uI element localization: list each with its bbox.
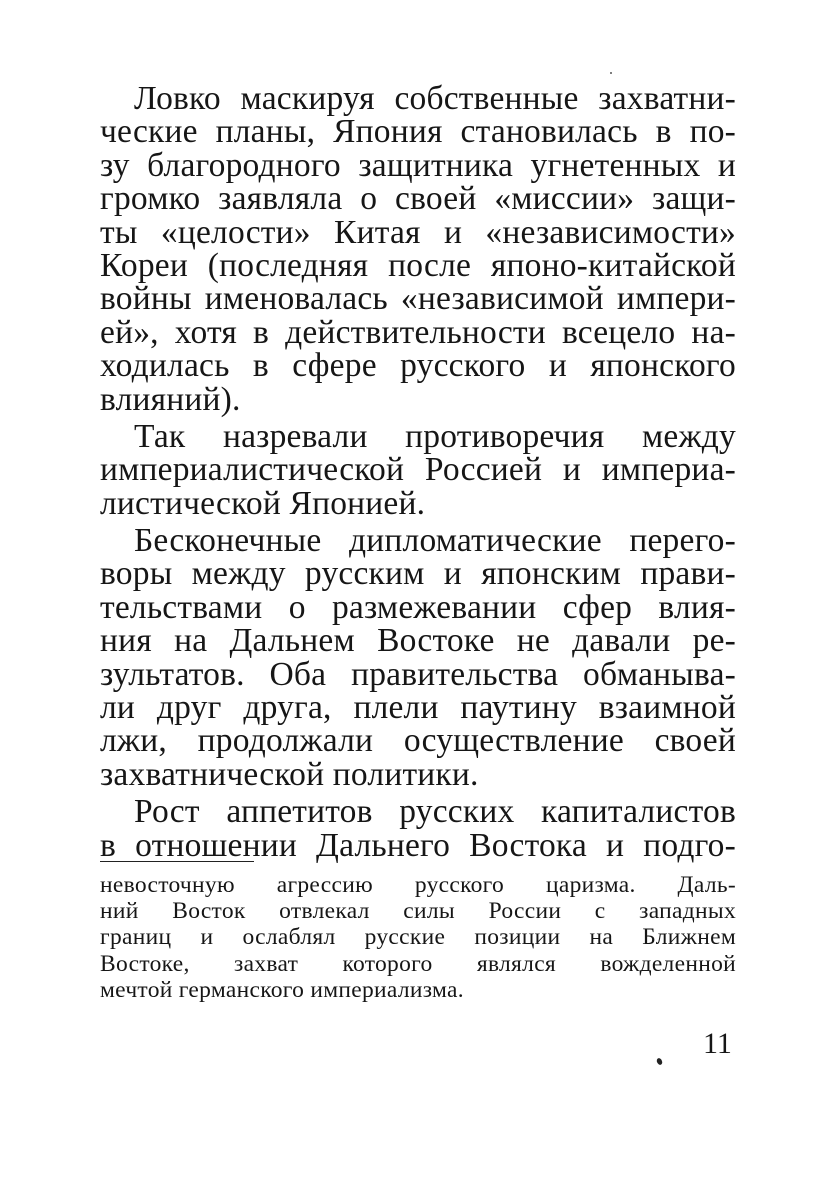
text-line: войны именовалась «независимой импери- xyxy=(100,280,736,318)
text-line: ты «целости» Китая и «независимости» xyxy=(100,213,736,251)
text-line: Бесконечные дипломатические перего- xyxy=(134,522,736,560)
footnote-line: Востоке, захват которого являлся вожделенной xyxy=(100,950,736,977)
text-line: воры между русским и японским прави- xyxy=(100,555,736,593)
paragraph-2 xyxy=(100,417,736,522)
footnote-line: невосточную агрессию русского царизма. Даль- xyxy=(100,872,736,898)
text-line: в отношении Дальнего Востока и подго- xyxy=(100,826,736,864)
text-line: империалистической Россией и империа- xyxy=(100,451,736,489)
text-line: захватнической политики. xyxy=(100,755,479,793)
text-line: Так назревали противоречия между xyxy=(134,417,736,455)
footnote-line: границ и ослаблял русские позиции на Ближнем xyxy=(100,924,736,951)
footnote xyxy=(100,872,736,1003)
scan-speck xyxy=(610,72,612,74)
text-line: Кореи (последняя после японо-китайской xyxy=(100,246,736,284)
text-line: громко заявляла о своей «миссии» защи- xyxy=(100,180,736,218)
paragraph-3 xyxy=(100,524,736,791)
scan-speck xyxy=(656,1057,663,1065)
text-line: Ловко маскируя собственные захватни- xyxy=(134,80,736,117)
text-line: ли друг друга, плели паутину взаимной xyxy=(100,689,736,727)
text-line: ния на Дальнем Востоке не давали ре- xyxy=(100,622,736,660)
text-line: ческие планы, Япония становилась в по- xyxy=(100,113,736,151)
footnote-line: ний Восток отвлекал силы России с западных xyxy=(100,898,736,925)
footnote-divider xyxy=(100,861,254,862)
paragraph-4 xyxy=(100,795,736,862)
text-line: зу благородного защитника угнетенных и xyxy=(100,146,736,184)
text-line: Рост аппетитов русских капиталистов xyxy=(134,793,736,831)
text-line: ходилась в сфере русского и японского xyxy=(100,347,736,385)
text-line: лжи, продолжали осуществление своей xyxy=(100,722,736,760)
text-line: влияний). xyxy=(100,380,241,418)
text-line: листической Японией. xyxy=(100,484,426,522)
footnote-line: мечтой германского империализма. xyxy=(100,976,464,1003)
text-line: ей», хотя в действительности всецело на- xyxy=(100,313,736,351)
paragraph-1 xyxy=(100,82,736,416)
page-number: 11 xyxy=(703,1027,732,1060)
text-line: тельствами о размежевании сфер влия- xyxy=(100,588,736,626)
text-line: зультатов. Оба правительства обманыва- xyxy=(100,655,736,693)
main-text xyxy=(100,82,736,866)
